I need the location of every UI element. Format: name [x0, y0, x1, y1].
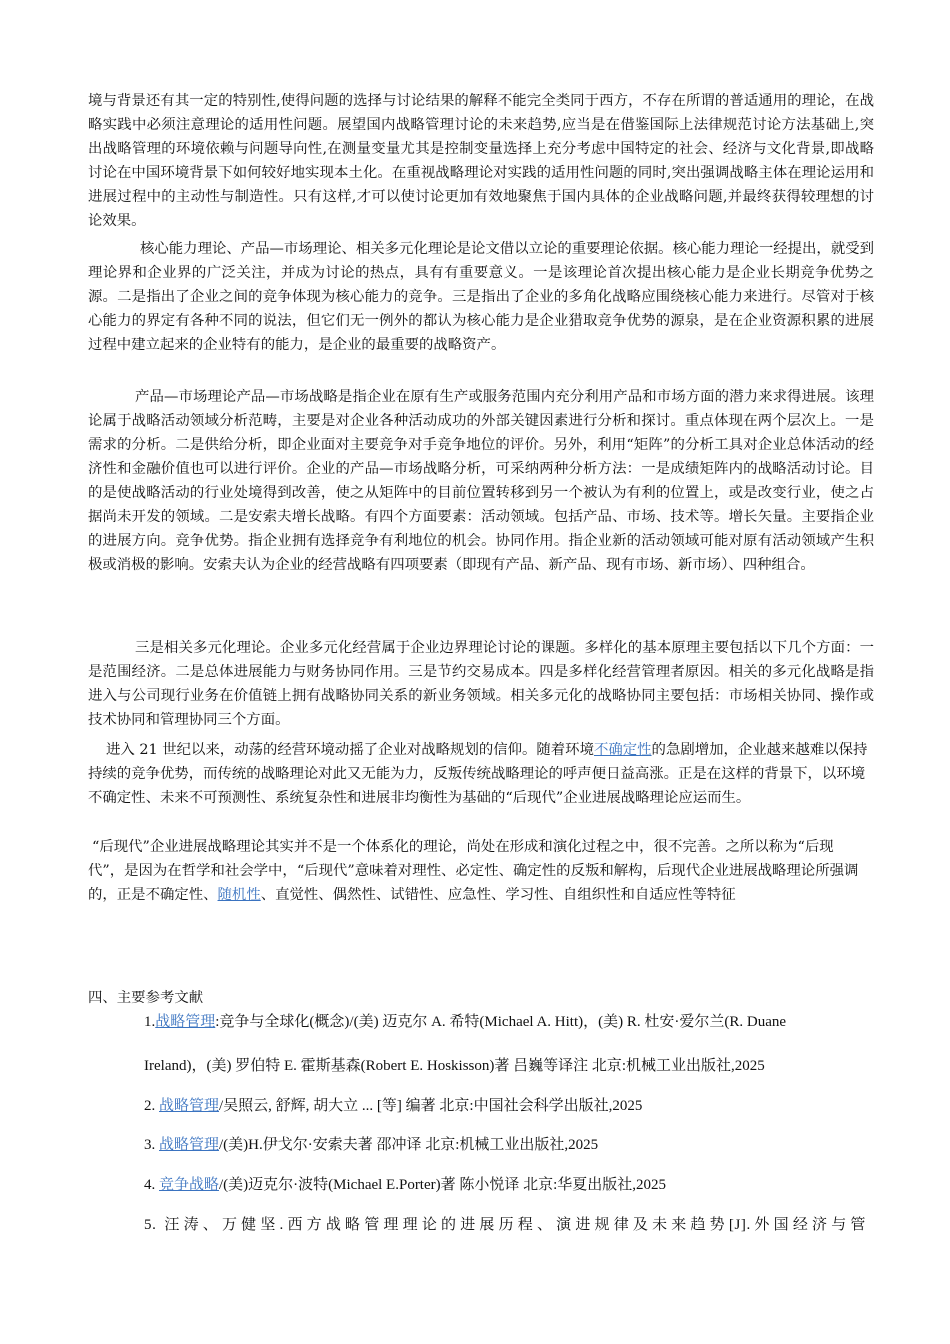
link-strategic-management-2[interactable]: 战略管理 — [159, 1098, 220, 1114]
reference-5: 5. 汪涛、万健坚.西方战略管理理论的进展历程、演进规律及未来趋势[J].外国经济与管 — [144, 1217, 866, 1233]
reference-number: 1. — [144, 1014, 156, 1030]
link-competitive-strategy[interactable]: 竞争战略 — [159, 1177, 220, 1193]
reference-text: /吴照云, 舒辉, 胡大立 ... [等] 编著 北京:中国社会科学出版社,2025 — [219, 1098, 643, 1114]
reference-text: /(美)H.伊戈尔·安索夫著 邵冲译 北京:机械工业出版社,2025 — [219, 1137, 599, 1153]
reference-number: 3. — [144, 1137, 159, 1153]
body-paragraph-core-competence: 核心能力理论、产品—市场理论、相关多元化理论是论文借以立论的重要理论依据。核心能力理论一经提出，就受到理论界和企业界的广泛关注，并成为讨论的热点，具有有重要意义。一是该理论首次提出核心能力是企业长期竞争优势之源。二是指出了企业之间的竞争体现为核心能力的竞争。三是指出了企业的多角化战略应围绕核心能力来进行。尽管对于核心能力的界定有各种不同的说法，但它们无一例外的都认为核心能力是企业猎取竞争优势的源泉，是在企业资源积累的进展过程中建立起来的企业特有的能力，是企业的最重要的战略资产。 — [88, 241, 874, 353]
text-segment: 进入 21 世纪以来，动荡的经营环境动摇了企业对战略规划的信仰。随着环境 — [106, 742, 594, 758]
reference-text: /(美)迈克尔·波特(Michael E.Porter)著 陈小悦译 北京:华夏出版社,2025 — [219, 1177, 667, 1193]
reference-1-continued: Ireland)，(美) 罗伯特 E. 霍斯基森(Robert E. Hoskisson)著 吕巍等译注 北京:机械工业出版社,2025 — [144, 1058, 765, 1074]
reference-1 — [144, 1010, 866, 1034]
link-strategic-management-3[interactable]: 战略管理 — [159, 1137, 220, 1153]
reference-text: :竞争与全球化(概念)/(美) 迈克尔 A. 希特(Michael A. Hitt)，(美) R. 杜安·爱尔兰(R. Duane — [215, 1014, 787, 1030]
body-paragraph-1: 境与背景还有其一定的特别性,使得问题的选择与讨论结果的解释不能完全类同于西方，不存在所谓的普适通用的理论，在战略实践中必须注意理论的适用性问题。展望国内战略管理讨论的未来趋势,应当是在借鉴国际上法律规范讨论方法基础上,突出战略管理的环境依赖与问题导向性,在测量变量尤其是控制变量选择上充分考虑中国特定的社会、经济与文化背景,即战略讨论在中国环境背景下如何较好地实现本土化。在重视战略理论对实践的适用性问题的同时,突出强调战略主体在理论运用和进展过程中的主动性与制造性。只有这样,才可以使讨论更加有效地聚焦于国内具体的企业战略问题,并最终获得较理想的讨论效果。 — [88, 93, 874, 229]
reference-4 — [144, 1173, 866, 1197]
reference-2 — [144, 1094, 866, 1118]
references-heading: 四、主要参考文献 — [88, 990, 204, 1006]
body-paragraph-21st-century — [88, 738, 868, 810]
body-paragraph-postmodern — [88, 835, 868, 907]
text-segment: 、直觉性、偶然性、试错性、应急性、学习性、自组织性和自适应性等特征 — [260, 887, 736, 903]
link-strategic-management-1[interactable]: 战略管理 — [155, 1014, 216, 1030]
reference-number: 2. — [144, 1098, 159, 1114]
text-segment: “后现代”企业进展战略理论其实并不是一个体系化的理论，尚处在形成和演化过程之中，很不完善。之所以称为“后现代”，是因为在哲学和社会学中，“后现代”意味着对理性、必定性、确定性的反叛和解构，后现代企业进展战略理论所强调的，正是不确定性、 — [88, 839, 859, 903]
body-paragraph-diversification: 三是相关多元化理论。企业多元化经营属于企业边界理论讨论的课题。多样化的基本原理主要包括以下几个方面：一是范围经济。二是总体进展能力与财务协同作用。三是节约交易成本。四是多样化经营管理者原因。相关的多元化战略是指进入与公司现行业务在价值链上拥有战略协同关系的新业务领域。相关多元化的战略协同主要包括：市场相关协同、操作或技术协同和管理协同三个方面。 — [88, 640, 874, 728]
reference-number: 4. — [144, 1177, 159, 1193]
body-paragraph-product-market: 产品—市场理论产品—市场战略是指企业在原有生产或服务范围内充分利用产品和市场方面的潜力来求得进展。该理论属于战略活动领域分析范畴，主要是对企业各种活动成功的外部关键因素进行分析和探讨。重点体现在两个层次上。一是需求的分析。二是供给分析，即企业面对主要竞争对手竞争地位的评价。另外，利用“矩阵”的分析工具对企业总体活动的经济性和金融价值也可以进行评价。企业的产品—市场战略分析，可采纳两种分析方法：一是成绩矩阵内的战略活动讨论。目的是使战略活动的行业处境得到改善，使之从矩阵中的目前位置转移到另一个被认为有利的位置上，或是改变行业，使之占据尚未开发的领域。二是安索夫增长战略。有四个方面要素：活动领域。包括产品、市场、技术等。增长矢量。主要指企业的进展方向。竞争优势。指企业拥有选择竞争有利地位的机会。协同作用。指企业新的活动领域可能对原有活动领域产生积极或消极的影响。安索夫认为企业的经营战略有四项要素（即现有产品、新产品、现有市场、新市场）、四种组合。 — [88, 389, 874, 573]
link-uncertainty[interactable]: 不确定性 — [593, 742, 652, 758]
link-randomness[interactable]: 随机性 — [217, 887, 261, 903]
text-segment: 的急剧增加，企业越来越难以保持持续的竞争优势，而传统的战略理论对此又无能为力，反叛传统战略理论的呼声便日益高涨。正是在这样的背景下，以环境不确定性、未来不可预测性、系统复杂性和进展非均衡性为基础的“后现代”企业进展战略理论应运而生。 — [88, 742, 868, 806]
reference-3 — [144, 1133, 866, 1157]
